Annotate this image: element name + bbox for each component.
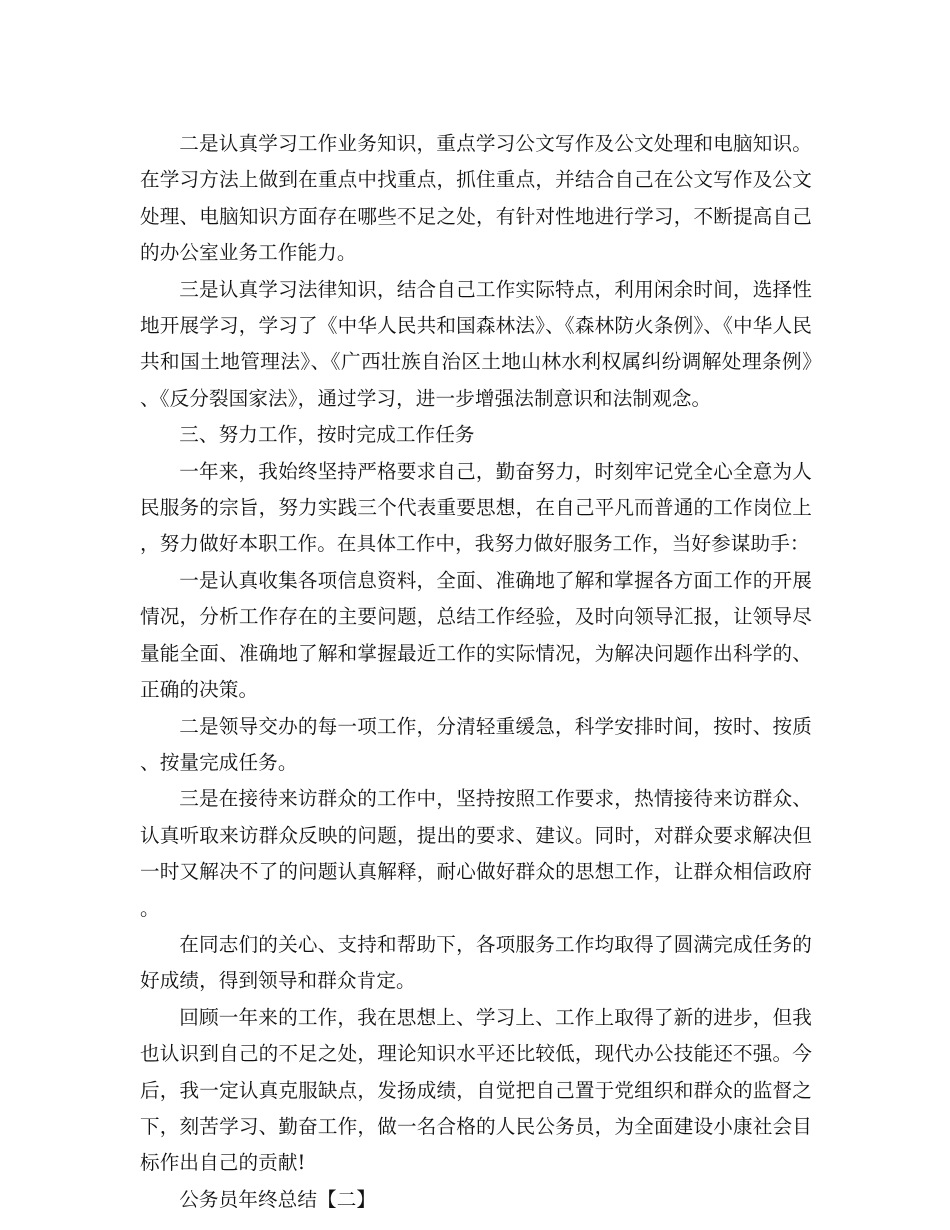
paragraph-study-law: 三是认真学习法律知识，结合自己工作实际特点，利用闲余时间，选择性地开展学习，学习了《中华人民共和国森林法》、《森林防火条例》、《中华人民共和国土地管理法》、《广西壮族自治区土地山林水利权属纠纷调解处理条例》、《反分裂国家法》，通过学习，进一步增强法制意识和法制观念。	[140, 277, 812, 410]
paragraph-assigned-work: 二是领导交办的每一项工作，分清轻重缓急，科学安排时间，按时、按质、按量完成任务。	[140, 714, 812, 774]
paragraph-achievements: 在同志们的关心、支持和帮助下，各项服务工作均取得了圆满完成任务的好成绩，得到领导和群众肯定。	[140, 932, 812, 993]
paragraph-review: 回顾一年来的工作，我在思想上、学习上、工作上取得了新的进步，但我也认识到自己的不足之处，理论知识水平还比较低，现代办公技能还不强。今后，我一定认真克服缺点，发扬成绩，自觉把自己置于党组织和群众的监督之下，刻苦学习、勤奋工作，做一名合格的人民公务员，为全面建设小康社会目标作出自己的贡献!	[140, 1005, 812, 1175]
document-body	[140, 126, 812, 1218]
next-section-title: 公务员年终总结【二】	[179, 1187, 377, 1211]
paragraph-study-business: 二是认真学习工作业务知识，重点学习公文写作及公文处理和电脑知识。在学习方法上做到在重点中找重点，抓住重点，并结合自己在公文写作及公文处理、电脑知识方面存在哪些不足之处，有针对性地进行学习，不断提高自己的办公室业务工作能力。	[140, 132, 812, 265]
paragraph-year-overview: 一年来，我始终坚持严格要求自己，勤奋努力，时刻牢记党全心全意为人民服务的宗旨，努力实践三个代表重要思想，在自己平凡而普通的工作岗位上，努力做好本职工作。在具体工作中，我努力做好服务工作，当好参谋助手：	[140, 459, 812, 556]
paragraph-collect-information: 一是认真收集各项信息资料，全面、准确地了解和掌握各方面工作的开展情况，分析工作存在的主要问题，总结工作经验，及时向领导汇报，让领导尽量能全面、准确地了解和掌握最近工作的实际情况，为解决问题作出科学的、正确的决策。	[140, 568, 812, 702]
paragraph-receive-visitors: 三是在接待来访群众的工作中，坚持按照工作要求，热情接待来访群众、认真听取来访群众反映的问题，提出的要求、建议。同时，对群众要求解决但一时又解决不了的问题认真解释，耐心做好群众的思想工作，让群众相信政府。	[140, 787, 812, 920]
section-heading-work-tasks: 三、努力工作，按时完成工作任务	[179, 423, 475, 447]
